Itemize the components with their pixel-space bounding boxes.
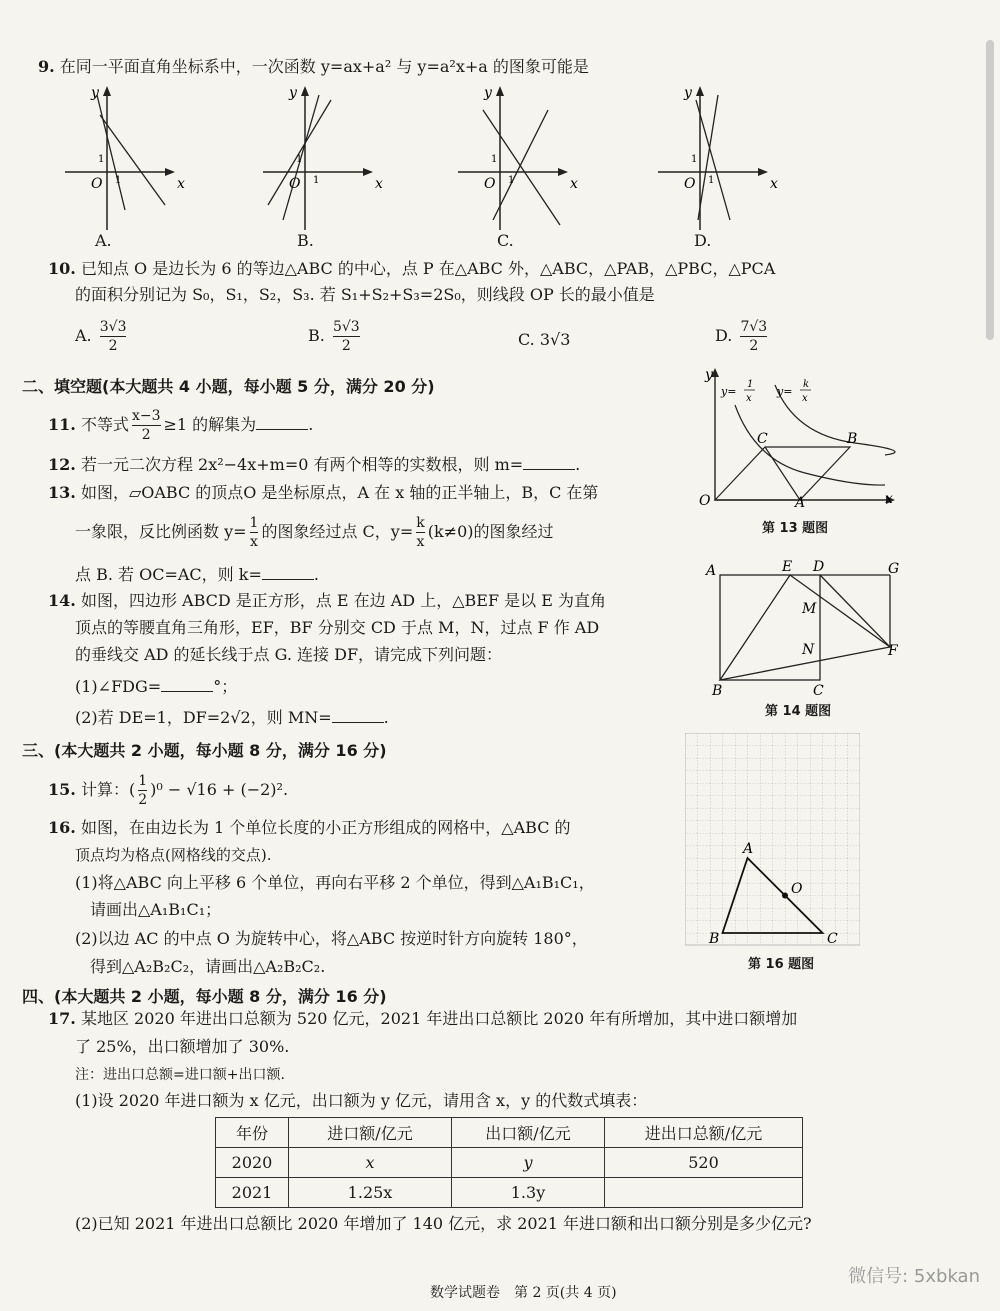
q17-table: [215, 1117, 803, 1208]
x-axis-label: x: [375, 176, 383, 192]
table-cell: 520: [605, 1148, 803, 1178]
q13-text2c: (k≠0)的图象经过: [427, 522, 554, 541]
q14-fig-m: M: [802, 601, 817, 617]
unit-tick-label: 1: [691, 154, 698, 165]
q14-fig-b: B: [712, 683, 723, 699]
q9-option-c[interactable]: C.: [497, 231, 514, 250]
frac-den: x: [416, 534, 425, 550]
unit-tick-label: 1: [98, 154, 105, 165]
frac-num: 3√3: [99, 319, 127, 335]
q13-frac1: [250, 514, 259, 551]
origin-label: O: [484, 176, 496, 192]
table-cell: 2020: [216, 1148, 289, 1178]
q13-number: 13.: [48, 483, 76, 502]
q13-fig-y: y: [705, 367, 713, 383]
table-answer-cell[interactable]: [605, 1178, 803, 1208]
frac-num: 1: [249, 515, 259, 531]
y-axis-label: y: [91, 85, 99, 101]
q15-post: )⁰ − √16 + (−2)².: [150, 780, 289, 799]
q9-text: 在同一平面直角坐标系中，一次函数 y=ax+a² 与 y=a²x+a 的图象可能是: [59, 57, 589, 76]
q16-caption: 第 16 题图: [748, 957, 815, 972]
q16-fig-c: C: [827, 931, 838, 947]
q17-part1: (1)设 2020 年进口额为 x 亿元，出口额为 y 亿元，请用含 x，y 的代数式填表：: [75, 1091, 648, 1110]
q9-option-b[interactable]: B.: [297, 231, 314, 250]
table-header-cell: 年份: [216, 1118, 289, 1148]
q10-option-a-frac: [100, 318, 127, 355]
frac-num: x−3: [131, 408, 161, 424]
section-4-heading: 四、(本大题共 2 小题，每小题 8 分，满分 16 分): [22, 987, 387, 1006]
x-axis-label: x: [570, 176, 578, 192]
q11-post: ≥1 的解集为: [163, 415, 257, 434]
q13-frac2: [416, 514, 424, 551]
q10-option-c[interactable]: [518, 330, 570, 349]
table-header-row: [216, 1118, 803, 1148]
x-axis-label: x: [177, 176, 185, 192]
unit-tick-label: 1: [115, 175, 122, 186]
q9-graph-a: [65, 85, 185, 230]
q17-line2: 了 25%，出口额增加了 30%.: [75, 1037, 290, 1056]
table-cell: y: [452, 1148, 605, 1178]
q9-number: 9.: [38, 57, 55, 76]
y-axis-label: y: [684, 85, 692, 101]
q11-answer-blank[interactable]: [256, 415, 308, 430]
q17-note: 注：进出口总额=进口额+出口额.: [75, 1067, 285, 1083]
q15-pre: 计算：(: [80, 780, 136, 799]
q9-graph-d: [658, 85, 778, 230]
q13-fig-a: A: [795, 495, 806, 511]
q10-option-d-label: D.: [715, 326, 733, 345]
q10-number: 10.: [48, 259, 76, 278]
q13-fig-o: O: [699, 493, 711, 509]
section-2-heading: 二、填空题(本大题共 4 小题，每小题 5 分，满分 20 分): [22, 377, 435, 396]
q11-frac: [132, 407, 161, 444]
q17-number: 17.: [48, 1009, 76, 1028]
q12: [48, 454, 580, 476]
q13-fig-x: x: [885, 491, 893, 507]
q9-option-a[interactable]: A.: [95, 231, 112, 250]
q10-option-a[interactable]: [75, 318, 129, 355]
table-cell: x: [289, 1148, 452, 1178]
origin-label: O: [289, 176, 301, 192]
frac-num: 5√3: [332, 319, 360, 335]
q10-text1: 已知点 O 是边长为 6 的等边△ABC 的中心，点 P 在△ABC 外，△ABC，△PAB，△PBC，△PCA: [80, 259, 776, 278]
q13-end: .: [313, 565, 319, 584]
q13-fig-label2-den: x: [802, 393, 808, 404]
q17-text1: 某地区 2020 年进出口总额为 520 亿元，2021 年进出口总额比 2020 年有所增加，其中进口额增加: [80, 1009, 798, 1028]
q16-line3: (1)将△ABC 向上平移 6 个单位，再向右平移 2 个单位，得到△A₁B₁C₁，: [75, 873, 595, 892]
unit-tick-label: 1: [491, 154, 498, 165]
origin-label: O: [684, 176, 696, 192]
table-header-cell: 进口额/亿元: [289, 1118, 452, 1148]
q14-fig-a: A: [706, 563, 717, 579]
q17-part2: (2)已知 2021 年进出口总额比 2020 年增加了 140 亿元，求 2021 年进口额和出口额分别是多少亿元?: [75, 1214, 812, 1233]
q13-line3: [75, 564, 319, 586]
q10-option-a-label: A.: [75, 326, 92, 345]
q13-fig-label1: y=: [721, 385, 737, 398]
q14-fig-d: D: [813, 559, 825, 575]
table-header-cell: 进出口总额/亿元: [605, 1118, 803, 1148]
q12-end: .: [575, 455, 581, 474]
q13-text3: 点 B. 若 OC=AC，则 k=: [75, 565, 262, 584]
q10-option-d-frac: [740, 318, 767, 355]
q14-part2-blank[interactable]: [332, 708, 384, 723]
q16-line4: 请画出△A₁B₁C₁；: [90, 900, 222, 919]
q16-fig-b: B: [709, 931, 720, 947]
q10-option-b-label: B.: [308, 326, 325, 345]
q12-number: 12.: [48, 455, 76, 474]
q13-figure: [695, 365, 905, 515]
q10-line1: [48, 258, 775, 280]
unit-tick-label: 1: [313, 175, 320, 186]
page-footer: 数学试题卷 第 2 页(共 4 页): [430, 1285, 617, 1301]
q16-figure: [685, 733, 860, 948]
x-axis-label: x: [770, 176, 778, 192]
q13-answer-blank[interactable]: [262, 565, 314, 580]
q13-fig-b: B: [847, 431, 858, 447]
q10-option-d[interactable]: [715, 318, 770, 355]
q12-answer-blank[interactable]: [523, 455, 575, 470]
q10-option-c-label: C.: [518, 330, 535, 349]
q13-caption: 第 13 题图: [762, 521, 829, 536]
q13-text2b: 的图象经过点 C，y=: [261, 522, 414, 541]
q14-line3: 的垂线交 AD 的延长线于点 G. 连接 DF，请完成下列问题：: [75, 645, 503, 664]
unit-tick-label: 1: [708, 175, 715, 186]
unit-tick-label: 1: [296, 154, 303, 165]
q13-line2: [75, 512, 554, 552]
q14-line1: [48, 590, 606, 612]
frac-den: 2: [132, 425, 161, 444]
q14-line2: 顶点的等腰直角三角形，EF，BF 分别交 CD 于点 M，N，过点 F 作 AD: [75, 618, 600, 637]
q14-caption: 第 14 题图: [765, 704, 832, 719]
unit-tick-label: 1: [508, 175, 515, 186]
table-row: [216, 1178, 803, 1208]
q13-fig-c: C: [757, 431, 768, 447]
q14-part2: [75, 707, 389, 729]
q16-line5: (2)以边 AC 的中点 O 为旋转中心，将△ABC 按逆时针方向旋转 180°，: [75, 929, 588, 948]
frac-den: x: [250, 534, 258, 550]
q15-number: 15.: [48, 780, 76, 799]
watermark: 微信号: 5xbkan: [848, 1266, 980, 1287]
q14-fig-f: F: [888, 643, 898, 659]
q16-line6: 得到△A₂B₂C₂，请画出△A₂B₂C₂.: [90, 957, 326, 976]
table-cell: 2021: [216, 1178, 289, 1208]
q13-line1: [48, 482, 598, 504]
q14-part1-end: °；: [213, 677, 238, 696]
q15: [48, 770, 288, 810]
q13-text2a: 一象限，反比例函数 y=: [75, 522, 247, 541]
origin-label: O: [91, 176, 103, 192]
q9-graphs: [55, 80, 815, 235]
q11-end: .: [308, 415, 314, 434]
q14-part1: [75, 676, 237, 698]
scrollbar[interactable]: [986, 40, 994, 340]
q14-figure: [700, 555, 915, 700]
q14-fig-e: E: [782, 559, 793, 575]
section-3-heading: 三、(本大题共 2 小题，每小题 8 分，满分 16 分): [22, 741, 387, 760]
q14-fig-n: N: [802, 642, 815, 658]
frac-num: 1: [138, 773, 148, 789]
frac-den: 2: [138, 792, 148, 808]
q14-part2-end: .: [383, 708, 389, 727]
q14-text1: 如图，四边形 ABCD 是正方形，点 E 在边 AD 上，△BEF 是以 E 为直角: [80, 591, 606, 610]
q13-fig-label1-num: 1: [747, 379, 754, 390]
q13-text1: 如图，▱OABC 的顶点O 是坐标原点，A 在 x 轴的正半轴上，B，C 在第: [80, 483, 599, 502]
q10-line2: 的面积分别记为 S₀，S₁，S₂，S₃. 若 S₁+S₂+S₃=2S₀，则线段 OP 长的最小值是: [75, 285, 655, 304]
q16-text1: 如图，在由边长为 1 个单位长度的小正方形组成的网格中，△ABC 的: [80, 818, 571, 837]
q15-frac: [138, 772, 147, 809]
q16-line2: 顶点均为格点(网格线的交点).: [75, 846, 272, 864]
q13-fig-label2: y=: [777, 385, 793, 398]
q13-fig-label2-num: k: [803, 379, 810, 390]
q11: [48, 405, 313, 445]
frac-den: 2: [100, 336, 127, 355]
table-cell: 1.3y: [452, 1178, 605, 1208]
q16-number: 16.: [48, 818, 76, 837]
q16-fig-a: A: [743, 841, 754, 857]
q14-part1-blank[interactable]: [161, 677, 213, 692]
q10-option-c-text: 3√3: [539, 330, 571, 349]
q16-line1: [48, 817, 571, 839]
q12-text: 若一元二次方程 2x²−4x+m=0 有两个相等的实数根，则 m=: [80, 455, 524, 474]
q14-fig-c: C: [813, 683, 824, 699]
q10-option-b-frac: [333, 318, 360, 355]
q14-fig-g: G: [888, 561, 900, 577]
q17-line1: [48, 1008, 797, 1030]
q11-pre: 不等式: [80, 415, 129, 434]
q13-fig-label1-den: x: [746, 393, 752, 404]
y-axis-label: y: [484, 85, 492, 101]
frac-num: 7√3: [740, 319, 768, 335]
q9-option-d[interactable]: D.: [694, 231, 712, 250]
table-header-cell: 出口额/亿元: [452, 1118, 605, 1148]
table-row: [216, 1148, 803, 1178]
frac-num: k: [416, 515, 425, 531]
q16-fig-o: O: [791, 881, 803, 897]
q9-graph-c: [458, 85, 578, 230]
frac-den: 2: [333, 336, 360, 355]
q14-part2-text: (2)若 DE=1，DF=2√2，则 MN=: [75, 708, 332, 727]
q14-number: 14.: [48, 591, 76, 610]
q9-graph-b: [263, 85, 383, 230]
frac-den: 2: [740, 336, 767, 355]
q11-number: 11.: [48, 415, 76, 434]
q10-option-b[interactable]: [308, 318, 363, 355]
q9-stem: [38, 56, 589, 78]
q14-part1-text: (1)∠FDG=: [75, 677, 162, 696]
y-axis-label: y: [289, 85, 297, 101]
table-cell: 1.25x: [289, 1178, 452, 1208]
